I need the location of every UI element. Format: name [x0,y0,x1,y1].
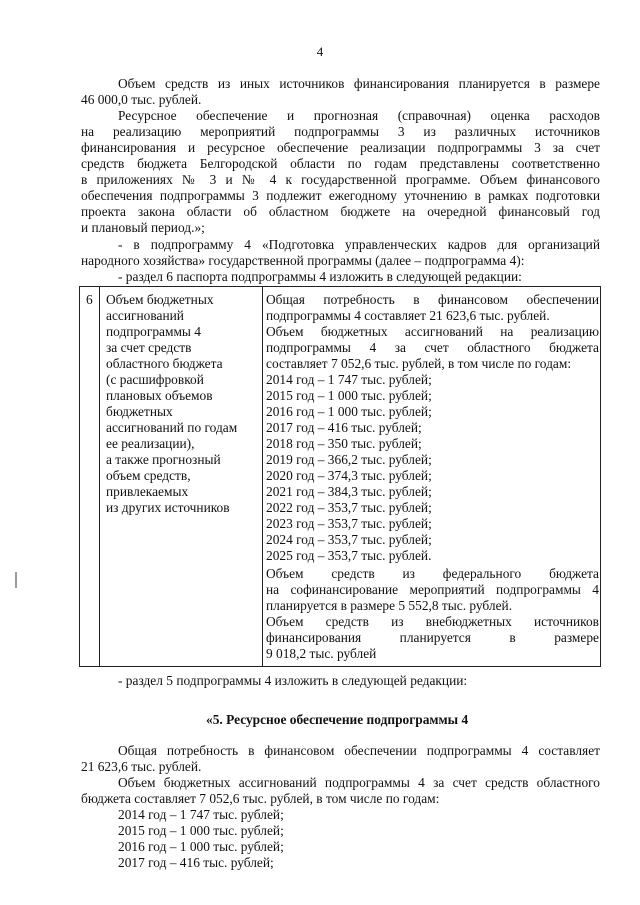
cell-line: (с расшифровкой [106,372,204,387]
year-line: 2017 год – 416 тыс. рублей; [118,855,274,870]
cell-line: финансирования планируется в размере [266,630,599,645]
scan-artifact [15,572,17,588]
text-line: - раздел 6 паспорта подпрограммы 4 изложить в следующей редакции: [118,269,522,284]
cell-line: ассигнований по годам [106,420,238,435]
cell-line: из других источников [106,500,230,515]
cell-line: плановых объемов [106,388,213,403]
year-line: 2024 год – 353,7 тыс. рублей; [266,532,432,547]
text-line: на реализацию мероприятий подпрограммы 3 из различных источников [81,124,600,139]
text-line: финансирования и ресурсное обеспечение реализации подпрограммы 3 за счет [81,140,600,155]
text-line: проекта закона области об областном бюджете на очередной финансовый год [81,204,600,219]
cell-line: Объем средств из внебюджетных источников [266,614,599,629]
text-line: Объем средств из иных источников финансирования планируется в размере [118,76,600,91]
year-line: 2023 год – 353,7 тыс. рублей; [266,516,432,531]
cell-line: подпрограммы 4 составляет 21 623,6 тыс. рублей. [266,308,550,323]
year-line: 2019 год – 366,2 тыс. рублей; [266,452,432,467]
text-line: и плановый период.»; [81,220,205,235]
table-divider [262,286,263,667]
cell-line: Общая потребность в финансовом обеспечении [266,292,599,307]
cell-line: ее реализации), [106,436,195,451]
year-line: 2015 год – 1 000 тыс. рублей; [266,388,432,403]
table-row-number: 6 [86,292,93,307]
year-line: 2018 год – 350 тыс. рублей; [266,436,422,451]
text-line: средств бюджета Белгородской области по годам представлены соответственно [81,156,600,171]
page-number: 4 [316,44,324,59]
cell-line: 9 018,2 тыс. рублей [266,646,377,661]
cell-line: планируется в размере 5 552,8 тыс. рублей. [266,598,513,613]
text-line: - раздел 5 подпрограммы 4 изложить в следующей редакции: [118,673,468,688]
text-line: 21 623,6 тыс. рублей. [81,759,202,774]
cell-line: бюджетных [106,404,173,419]
section-title: «5. Ресурсное обеспечение подпрограммы 4 [206,712,469,727]
cell-line: Объем бюджетных ассигнований на реализацию [266,324,599,339]
year-line: 2020 год – 374,3 тыс. рублей; [266,468,432,483]
year-line: 2015 год – 1 000 тыс. рублей; [118,823,284,838]
year-line: 2016 год – 1 000 тыс. рублей; [118,839,284,854]
text-line: Ресурсное обеспечение и прогнозная (справочная) оценка расходов [118,108,600,123]
cell-line: областного бюджета [106,356,223,371]
cell-line: привлекаемых [106,484,189,499]
text-line: народного хозяйства» государственной программы (далее – подпрограмма 4): [81,253,525,268]
cell-line: составляет 7 052,6 тыс. рублей, в том числе по годам: [266,356,572,371]
table-divider [99,286,100,667]
text-line: - в подпрограмму 4 «Подготовка управленческих кадров для организаций [118,237,600,252]
cell-line: а также прогнозный [106,452,221,467]
year-line: 2022 год – 353,7 тыс. рублей; [266,500,432,515]
year-line: 2017 год – 416 тыс. рублей; [266,420,422,435]
year-line: 2016 год – 1 000 тыс. рублей; [266,404,432,419]
cell-line: объем средств, [106,468,191,483]
text-line: в приложениях № 3 и № 4 к государственной программе. Объем финансового [81,172,600,187]
cell-line: подпрограммы 4 [106,324,201,339]
cell-line: ассигнований [106,308,184,323]
year-line: 2014 год – 1 747 тыс. рублей; [266,372,432,387]
text-line: обеспечения подпрограммы 3 подлежит ежегодному уточнению в рамках подготовки [81,188,600,203]
text-line: бюджета составляет 7 052,6 тыс. рублей, в том числе по годам: [81,791,440,806]
text-line: Общая потребность в финансовом обеспечении подпрограммы 4 составляет [118,743,600,758]
cell-line: подпрограммы 4 за счет областного бюджета [266,340,599,355]
year-line: 2021 год – 384,3 тыс. рублей; [266,484,432,499]
text-line: 46 000,0 тыс. рублей. [81,92,202,107]
cell-line: за счет средств [106,340,192,355]
year-line: 2014 год – 1 747 тыс. рублей; [118,807,284,822]
cell-line: Объем средств из федерального бюджета [266,566,599,581]
cell-line: на софинансирование мероприятий подпрограммы 4 [266,582,599,597]
cell-line: Объем бюджетных [106,292,214,307]
year-line: 2025 год – 353,7 тыс. рублей. [266,548,432,563]
text-line: Объем бюджетных ассигнований подпрограммы 4 за счет средств областного [118,775,600,790]
